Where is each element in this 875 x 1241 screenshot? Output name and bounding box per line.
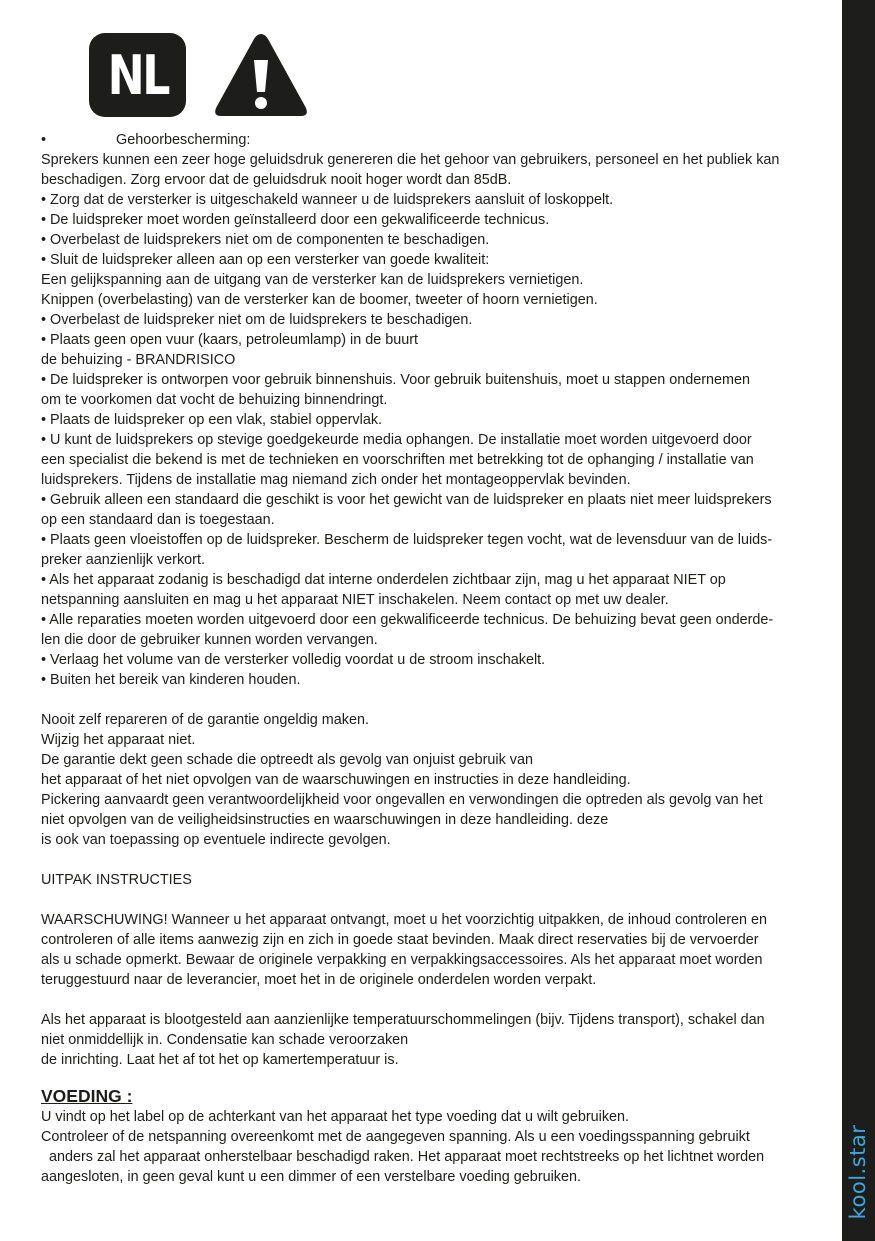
power-line: U vindt op het label op de achterkant van het apparaat het type voeding dat u wilt gebruiken. (41, 1109, 630, 1125)
warranty-line: niet opvolgen van de veiligheidsinstructies en waarschuwingen in deze handleiding. deze (41, 812, 609, 828)
warning-triangle-icon (213, 30, 309, 118)
safety-line: • Plaats geen open vuur (kaars, petroleumlamp) in de buurt (41, 332, 419, 348)
safety-line: Een gelijkspanning aan de uitgang van de versterker kan de luidsprekers vernietigen. (41, 272, 584, 288)
safety-line: • Als het apparaat zodanig is beschadigd dat interne onderdelen zichtbaar zijn, mag u het apparaat NIET op (41, 572, 726, 588)
warranty-line: is ook van toepassing op eventuele indirecte gevolgen. (41, 832, 391, 848)
power-heading: VOEDING : (41, 1086, 133, 1106)
temperature-line: de inrichting. Laat het af tot het op kamertemperatuur is. (41, 1052, 399, 1068)
warranty-line: Pickering aanvaardt geen verantwoordelijkheid voor ongevallen en verwondingen die optreden als gevolg van het (41, 792, 763, 808)
document-body (41, 130, 831, 1187)
safety-line: op een standaard dan is toegestaan. (41, 512, 275, 528)
language-badge-label: NL (107, 43, 168, 107)
safety-line: • Sluit de luidspreker alleen aan op een versterker van goede kwaliteit: (41, 252, 490, 268)
power-line: aangesloten, in geen geval kunt u een dimmer of een verstelbare voeding gebruiken. (41, 1169, 582, 1185)
warranty-line: Nooit zelf repareren of de garantie ongeldig maken. (41, 712, 369, 728)
temperature-line: niet onmiddellijk in. Condensatie kan schade veroorzaken (41, 1032, 409, 1048)
warranty-line: Wijzig het apparaat niet. (41, 732, 196, 748)
brand-sidebar (842, 0, 875, 1241)
safety-line: Knippen (overbelasting) van de versterker kan de boomer, tweeter of hoorn vernietigen. (41, 292, 598, 308)
safety-line: • U kunt de luidsprekers op stevige goedgekeurde media ophangen. De installatie moet worden uitgevoerd door (41, 432, 752, 448)
safety-line: • Plaats de luidspreker op een vlak, stabiel oppervlak. (41, 412, 383, 428)
unpack-line: WAARSCHUWING! Wanneer u het apparaat ontvangt, moet u het voorzichtig uitpakken, de inhoud controleren en (41, 912, 768, 928)
safety-line: luidsprekers. Tijdens de installatie mag niemand zich onder het montageoppervlak bevinden. (41, 472, 631, 488)
safety-line: om te voorkomen dat vocht de behuizing binnendringt. (41, 392, 388, 408)
safety-heading-text: Gehoorbescherming: (116, 132, 251, 148)
safety-heading (41, 130, 831, 150)
unpack-line: als u schade opmerkt. Bewaar de originele verpakking en verpakkingsaccessoires. Als het apparaat moet worden (41, 952, 763, 968)
language-badge (89, 33, 186, 117)
unpack-line: controleren of alle items aanwezig zijn en zich in goede staat bevinden. Maak direct reservaties bij de vervoerder (41, 932, 759, 948)
warranty-line: het apparaat of het niet opvolgen van de waarschuwingen en instructies in deze handleiding. (41, 772, 631, 788)
safety-line: • Verlaag het volume van de versterker volledig voordat u de stroom inschakelt. (41, 652, 546, 668)
safety-line: • Buiten het bereik van kinderen houden. (41, 672, 301, 688)
safety-line: len die door de gebruiker kunnen worden vervangen. (41, 632, 378, 648)
safety-line: • Zorg dat de versterker is uitgeschakeld wanneer u de luidsprekers aansluit of loskoppelt. (41, 192, 614, 208)
safety-line: netspanning aansluiten en mag u het apparaat NIET inschakelen. Neem contact op met uw dealer. (41, 592, 669, 608)
safety-line: • Plaats geen vloeistoffen op de luidspreker. Bescherm de luidspreker tegen vocht, wat de levensduur van de luids- (41, 532, 773, 548)
safety-line: • Gebruik alleen een standaard die geschikt is voor het gewicht van de luidspreker en plaats niet meer luidsprekers (41, 492, 772, 508)
safety-line: preker aanzienlijk verkort. (41, 552, 205, 568)
safety-line: een specialist die bekend is met de technieken en voorschriften met betrekking tot de ophanging / installatie van (41, 452, 754, 468)
safety-line: beschadigen. Zorg ervoor dat de geluidsdruk nooit hoger wordt dan 85dB. (41, 172, 512, 188)
safety-line: • De luidspreker is ontworpen voor gebruik binnenshuis. Voor gebruik buitenshuis, moet u stappen ondernemen (41, 372, 751, 388)
safety-line: Sprekers kunnen een zeer hoge geluidsdruk genereren die het gehoor van gebruikers, personeel en het publiek kan (41, 152, 780, 168)
safety-line: • Overbelast de luidsprekers niet om de componenten te beschadigen. (41, 232, 490, 248)
warranty-line: De garantie dekt geen schade die optreedt als gevolg van onjuist gebruik van (41, 752, 534, 768)
safety-line: • Overbelast de luidspreker niet om de luidsprekers te beschadigen. (41, 312, 473, 328)
bullet: • (41, 132, 47, 148)
power-line: Controleer of de netspanning overeenkomt met de aangegeven spanning. Als u een voedingsspanning gebruikt (41, 1129, 750, 1145)
safety-line: • Alle reparaties moeten worden uitgevoerd door een gekwalificeerde technicus. De behuizing bevat geen onderde- (41, 612, 774, 628)
temperature-line: Als het apparaat is blootgesteld aan aanzienlijke temperatuurschommelingen (bijv. Tijdens transport), schakel dan (41, 1012, 765, 1028)
safety-line: • De luidspreker moet worden geïnstalleerd door een gekwalificeerde technicus. (41, 212, 550, 228)
power-line: anders zal het apparaat onherstelbaar beschadigd raken. Het apparaat moet rechtstreeks op het lichtnet worden (41, 1149, 765, 1165)
unpack-title: UITPAK INSTRUCTIES (41, 872, 192, 888)
safety-line: de behuizing - BRANDRISICO (41, 352, 236, 368)
brand-logo: kool.star (846, 1124, 870, 1220)
unpack-line: teruggestuurd naar de leverancier, moet het in de originele onderdelen worden verpakt. (41, 972, 597, 988)
